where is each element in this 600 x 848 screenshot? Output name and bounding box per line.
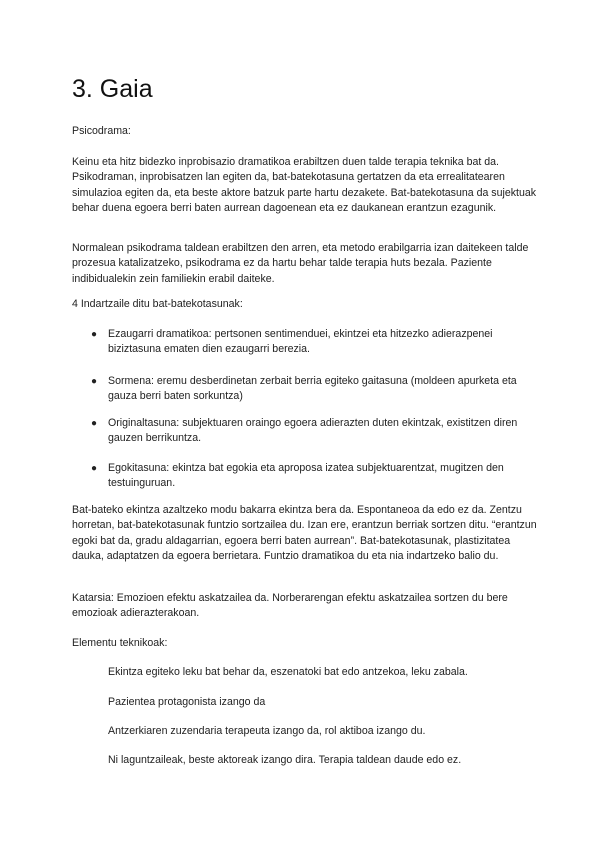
list-item-egokitasuna: Egokitasuna: ekintza bat egokia eta aproposa izatea subjektuarentzat, mugitzen den testuinguruan. [108, 462, 504, 490]
list-item-ezaugarri-dramatikoa: Ezaugarri dramatikoa: pertsonen sentimenduei, ekintzei eta hitzezko adierazpenei biziztasuna ematen dien ezaugarri berezia. [108, 328, 493, 356]
list-item-sormena: Sormena: eremu desberdinetan zerbait berria egiteko gaitasuna (moldeen apurketa eta gauza berri baten sorkuntza) [108, 375, 517, 403]
heading-elementu-teknikoak: Elementu teknikoak: [72, 637, 168, 649]
heading-psicodrama: Psicodrama: [72, 125, 131, 137]
list-item-element: Pazientea protagonista izango da [108, 696, 266, 708]
bullet-marker: ● [91, 418, 98, 429]
paragraph-indartzaileak-intro: 4 Indartzaile ditu bat-batekotasunak: [72, 298, 243, 310]
list-item-element: Ekintza egiteko leku bat behar da, eszenatoki bat edo antzekoa, leku zabala. [108, 666, 468, 678]
paragraph-bat-bateko-ekintza: Bat-bateko ekintza azaltzeko modu bakarra ekintza bera da. Espontaneoa da edo ez da. Zentzu horretan, bat-batekotasunak funtzio sortzailea du. Izan ere, erantzun berriak sortzen ditu. “erantzun egoki bat da, gradu aldagarrian, egoera berri baten aurrean”. Bat-batekotasunak, plastizitatea dauka, adaptatzen da egoera berrietara. Funtzio dramatikoa du eta nia indartzeko balio du. [72, 504, 537, 563]
paragraph-usage: Normalean psikodrama taldean erabiltzen den arren, eta metodo erabilgarria izan daitekeen talde prozesua katalizatzeko, psikodrama ez da hartu behar talde terapia huts bezala. Paziente indibidualekin zein familiekin erabil daiteke. [72, 242, 529, 285]
list-item-originaltasuna: Originaltasuna: subjektuaren oraingo egoera adierazten duten ekintzak, existitzen diren gauzen berrikuntza. [108, 417, 518, 445]
paragraph-katarsia: Katarsia: Emozioen efektu askatzailea da. Norberarengan efektu askatzailea sortzen du bere emozioak adierazterakoan. [72, 592, 508, 620]
bullet-marker: ● [91, 376, 98, 387]
list-item-element: Ni laguntzaileak, beste aktoreak izango dira. Terapia taldean daude edo ez. [108, 754, 462, 766]
bullet-marker: ● [91, 463, 98, 474]
paragraph-definition: Keinu eta hitz bidezko inprobisazio dramatikoa erabiltzen duen talde terapia teknika bat da. Psikodraman, inprobisatzen lan egiten da, bat-batekotasuna gertatzen da eta errealitatearen simulazioa egiten da, eta beste aktore batzuk parte hartu dezakete. Bat-batekotasuna da sujektuak behar duena egoera berri baten aurrean dagoenean eta ez daukanean erantzun ezagunik. [72, 156, 537, 215]
page-title: 3. Gaia [72, 75, 153, 103]
bullet-marker: ● [91, 329, 98, 340]
list-item-element: Antzerkiaren zuzendaria terapeuta izango da, rol aktiboa izango du. [108, 725, 426, 737]
